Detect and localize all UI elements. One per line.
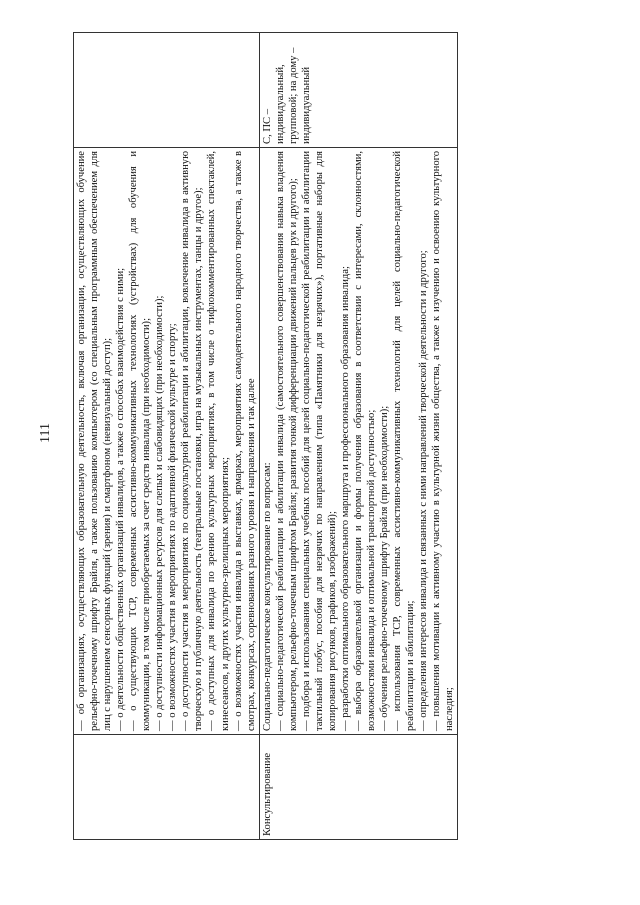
- service-form: С, ПС – индивидуальный, групповой; на дому – индивидуальный: [261, 47, 312, 144]
- list-item: — подбора и использования специальных учебных пособий для целей социально-педагогической реабилитации и абилитации тактильный глобус, пособия для незрячих по направлениям (типа «Памятники для незрячих»), портативные наборы для копирования рисунков, графиков, изображений);: [300, 151, 338, 731]
- rotated-table-page: [73, 32, 573, 840]
- list-item: — о доступности участия в мероприятиях по социокультурной реабилитации и абилитации, вовлечение инвалида в активную творческую и публичную деятельность (театральные постановки, игра на музыкальных инструментах, танцы и другое);: [180, 151, 205, 731]
- list-item: — выбора образовательной организации и формы получения образования в соответствии с интересами, склонностями, возможностями инвалида и оптимальной транспортной доступностью;: [352, 151, 378, 731]
- list-item: — определения интересов инвалида и связанных с ними направлений творческой деятельности и другого;: [418, 250, 430, 731]
- service-content-cell: [259, 148, 458, 735]
- list-item: — обучения рельефно-точечному шрифту Брайля (при необходимости);: [379, 405, 391, 731]
- table-row: [74, 33, 260, 840]
- list-item: — о возможностях участия инвалида в выставках, ярмарках, мероприятиях самодеятельного народного творчества, а также в смотрах, конкурсах, соревнованиях разного уровня и направления и так далее: [232, 151, 257, 731]
- table-row: [259, 33, 458, 840]
- service-name-cell: [74, 735, 260, 840]
- service-form-cell: [74, 33, 260, 148]
- list-heading: Социально-педагогическое консультирование по вопросам:: [261, 462, 273, 731]
- list-item: — о доступности информационных ресурсов для слепых и слабовидящих (при необходимости);: [154, 295, 166, 731]
- service-form-cell: [259, 33, 458, 148]
- list-item: — повышения мотивации к активному участию в культурной жизни общества, а также к изучению и освоению культурного наследия;: [431, 151, 456, 731]
- list-item: — об организациях, осуществляющих образовательную деятельность, включая организации, осуществляющих обучение рельефно-точечному шрифту Брайля, а также пользованию компьютером (со специальным программным обеспечением для лиц с нарушением сенсорных функций (зрения) и смартфоном (невизуальный доступ);: [76, 151, 114, 731]
- service-name: Консультирование: [261, 752, 273, 836]
- service-content-cell: [74, 148, 260, 735]
- list-item: — о существующих ТСР, современных ассистивно-коммуникативных технологиях (устройствах) для обучения и коммуникации, в том числе приобретаемых за счет средств инвалида (при необходимости);: [128, 151, 153, 731]
- page-number: 111: [38, 423, 53, 443]
- list-item: — использования ТСР, современных ассистивно-коммуникативных технологий для целей социально-педагогической реабилитации и абилитации;: [392, 151, 417, 731]
- list-item: — о возможностях участия в мероприятиях по адаптивной физической культуре и спорту;: [167, 323, 179, 731]
- service-name-cell: [259, 735, 458, 840]
- list-item: — разработки оптимального образовательного маршрута и профессионального образования инвалида;: [339, 266, 351, 731]
- list-item: — социально-педагогической реабилитации и абилитации инвалида (самостоятельного совершенствования навыка владения компьютером, рельефно-точечным шрифтом Брайля; развития тонкой дифференциации движений пальцев рук и другого);: [274, 151, 299, 731]
- services-table: [73, 32, 458, 840]
- list-item: — о деятельности общественных организаций инвалидов, а также о способах взаимодействия с ними;: [115, 267, 127, 731]
- list-item: — о доступных для инвалида по зрению культурных мероприятиях, в том числе о тифлокомментированных спектаклей, кинесеансов, и других культурно-зрелищных мероприятиях;: [206, 151, 231, 731]
